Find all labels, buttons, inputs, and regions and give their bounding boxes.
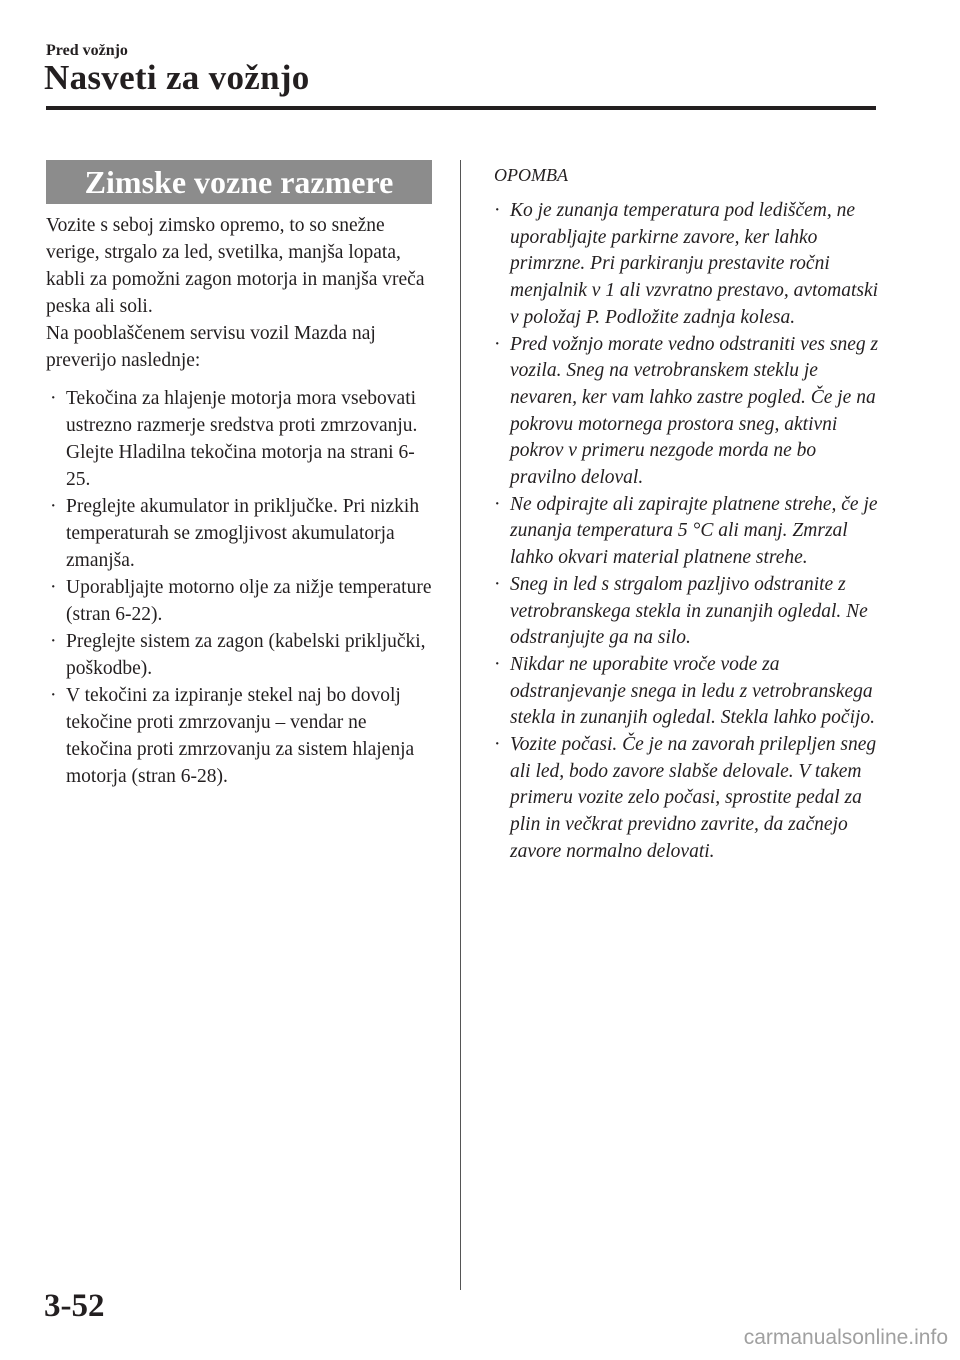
header-divider xyxy=(46,106,876,110)
bullet-icon: · xyxy=(50,631,57,652)
note-item-text: Vozite počasi. Če je na zavorah prilepljen sneg ali led, bodo zavore slabše delovale. V takem primeru vozite zelo počasi, sprostite pedal za plin in večkrat previdno zavrite, da začnejo zavore normalno delovati. xyxy=(510,734,877,862)
note-item xyxy=(490,572,880,652)
column-divider xyxy=(460,160,461,1290)
watermark: carmanualsonline.info xyxy=(743,1326,948,1349)
bullet-icon: · xyxy=(50,496,57,517)
bullet-icon: · xyxy=(494,333,501,355)
list-item xyxy=(46,682,434,790)
bullet-icon: · xyxy=(494,734,501,756)
bullet-icon: · xyxy=(494,493,501,515)
bullet-icon: · xyxy=(494,200,501,221)
note-item-text: Ko je zunanja temperatura pod lediščem, ne uporabljajte parkirne zavore, ker lahko primrzne. Pri parkiranju prestavite ročni menjalnik v 1 ali vzvratno prestavo, avtomatski v položaj P. Podložite zadnja kolesa. xyxy=(510,200,879,328)
intro-paragraph-2: Na pooblaščenem servisu vozil Mazda naj preverijo naslednje: xyxy=(46,323,376,371)
note-item xyxy=(490,492,880,572)
intro-paragraph-1: Vozite s seboj zimsko opremo, to so snežne verige, strgalo za led, svetilka, manjša lopata, kabli za pomožni zagon motorja in manjša vreča peska ali soli. xyxy=(46,215,425,317)
bullet-icon: · xyxy=(50,388,57,409)
note-heading: OPOMBA xyxy=(494,165,568,185)
note-item xyxy=(490,652,880,732)
page-title: Nasveti za vožnjo xyxy=(44,58,310,97)
note-item xyxy=(490,732,880,866)
list-item-text: V tekočini za izpiranje stekel naj bo dovolj tekočine proti zmrzovanju – vendar ne tekočina proti zmrzovanju za sistem hlajenja motorja (stran 6-28). xyxy=(66,685,415,787)
running-header-section: Pred vožnjo xyxy=(46,42,128,59)
bullet-icon: · xyxy=(494,653,501,675)
cross-reference: Glejte Hladilna tekočina motorja na strani 6-25. xyxy=(66,442,415,490)
note-list xyxy=(490,198,880,866)
note-item xyxy=(490,332,880,492)
checklist xyxy=(46,385,434,790)
note-item-text: Nikdar ne uporabite vroče vode za odstranjevanje snega in ledu z vetrobranskega stekla in zunanjih ogledal. Stekla lahko počijo. xyxy=(510,653,876,729)
left-column xyxy=(46,160,434,790)
list-item xyxy=(46,385,434,493)
note-item-text: Sneg in led s strgalom pazljivo odstranite z vetrobranskega stekla in zunanjih ogledal. Ne odstranjujte ga na silo. xyxy=(510,573,868,649)
bullet-icon: · xyxy=(50,685,57,706)
list-item-text: Uporabljajte motorno olje za nižje temperature (stran 6-22). xyxy=(66,577,432,625)
right-column xyxy=(490,160,880,866)
list-item-text: Tekočina za hlajenje motorja mora vsebovati ustrezno razmerje sredstva proti zmrzovanju. xyxy=(66,388,418,436)
bullet-icon: · xyxy=(494,573,501,595)
list-item xyxy=(46,574,434,628)
list-item xyxy=(46,493,434,574)
list-item-text: Preglejte sistem za zagon (kabelski priključki, poškodbe). xyxy=(66,631,426,679)
note-item-text: Pred vožnjo morate vedno odstraniti ves sneg z vozila. Sneg na vetrobranskem steklu je nevaren, ker vam lahko zastre pogled. Če je na pokrovu motornega prostora sneg, aktivni pokrov v primeru nezgode morda ne bo pravilno deloval. xyxy=(510,333,879,489)
section-heading: Zimske vozne razmere xyxy=(46,160,432,204)
list-item xyxy=(46,628,434,682)
note-item-text: Ne odpirajte ali zapirajte platnene strehe, če je zunanja temperatura 5 °C ali manj. Zmrzal lahko okvari material platnene strehe. xyxy=(510,493,878,569)
list-item-text: Preglejte akumulator in priključke. Pri nizkih temperaturah se zmogljivost akumulatorja zmanjša. xyxy=(66,496,420,571)
bullet-icon: · xyxy=(50,577,57,598)
note-item xyxy=(490,198,880,332)
page-number: 3-52 xyxy=(44,1288,105,1324)
